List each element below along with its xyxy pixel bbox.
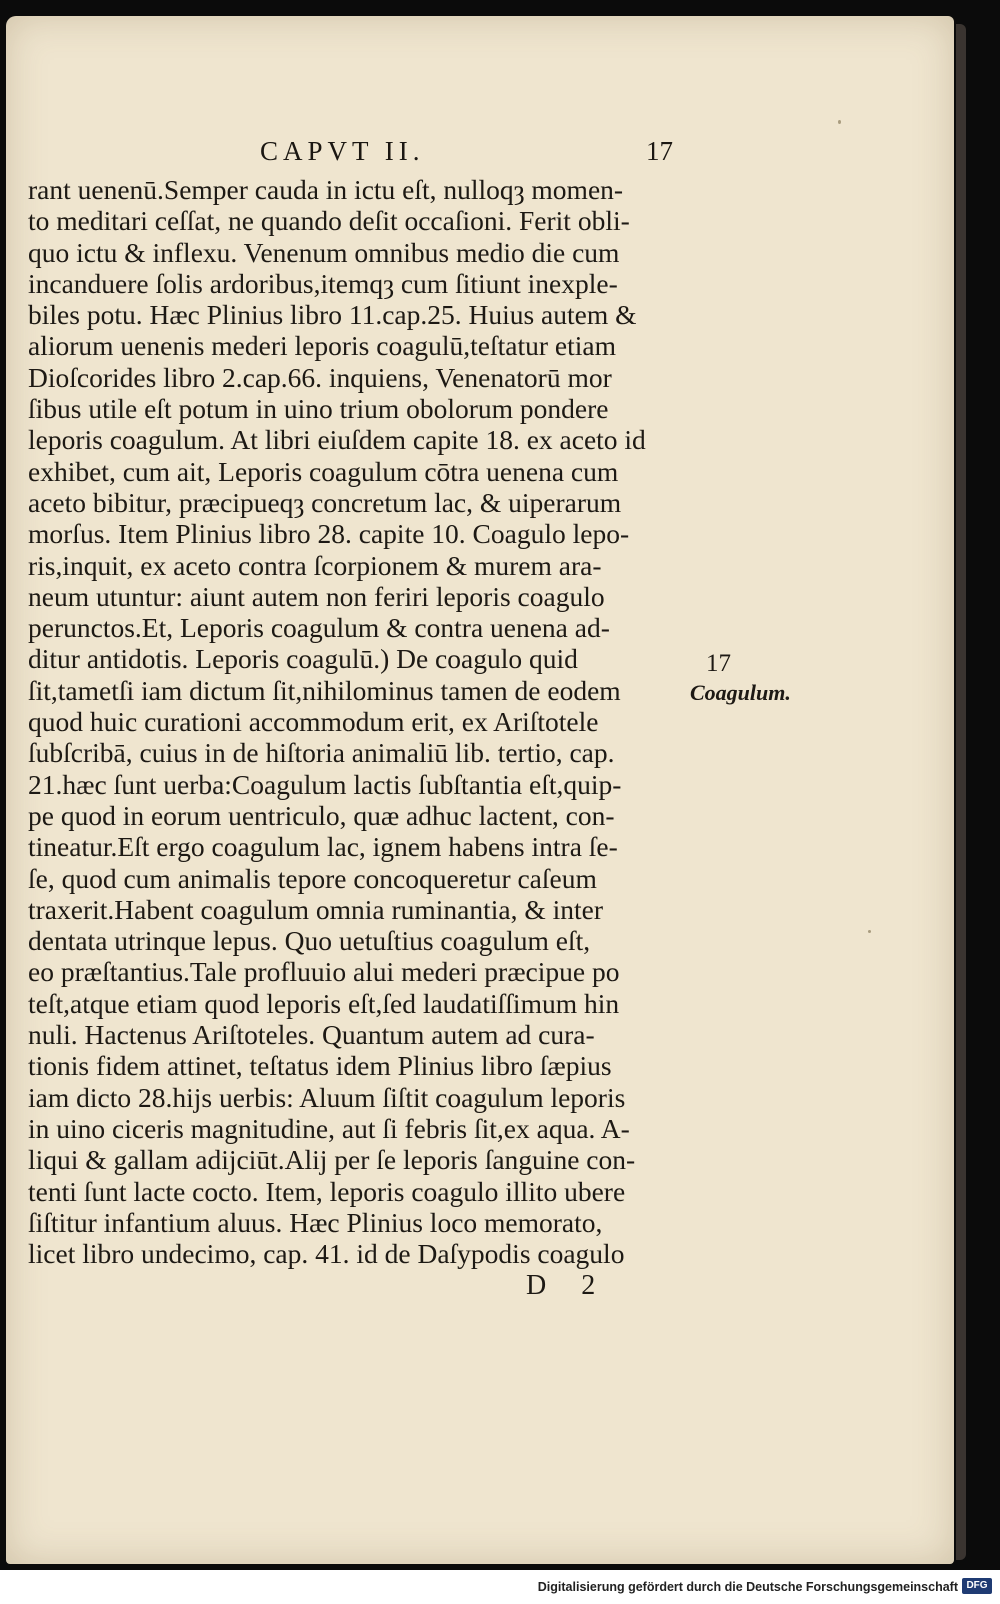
margin-note-keyword: Coagulum.: [690, 680, 791, 705]
text-line: rant uenenū.Semper cauda in ictu eſt, nulloqȝ momen-: [28, 174, 624, 205]
text-line: tenti ſunt lacte cocto. Item, leporis coagulo illito ubere: [28, 1175, 626, 1207]
text-line: nuli. Hactenus Ariſtoteles. Quantum autem ad cura-: [28, 1019, 595, 1051]
text-line: quod huic curationi accommodum erit, ex Ariſtotele: [28, 706, 599, 738]
signature-mark: D 2: [526, 1270, 610, 1301]
dfg-logo: DFG: [962, 1578, 992, 1594]
body-text: [28, 174, 688, 1269]
text-line: Dioſcorides libro 2.cap.66. inquiens, Venenatorū mor: [28, 361, 612, 393]
page-number: 17: [646, 136, 673, 166]
text-line: ſit,tametſi iam dictum ſit,nihilominus tamen de eodem: [28, 674, 621, 706]
text-line: ditur antidotis. Leporis coagulū.) De coagulo quid: [28, 643, 578, 675]
funding-credit: Digitalisierung gefördert durch die Deutsche Forschungsgemeinschaft: [537, 1580, 958, 1594]
text-line: liqui & gallam adijciūt.Alij per ſe leporis ſanguine con-: [28, 1144, 636, 1176]
paper-speck: [838, 120, 841, 124]
paper-speck: [868, 930, 871, 933]
text-line: morſus. Item Plinius libro 28. capite 10. Coagulo lepo-: [28, 518, 630, 550]
book-page: [6, 16, 954, 1564]
text-line: eo præſtantius.Tale profluuio alui mederi præcipue po: [28, 956, 620, 988]
page-edge: [956, 24, 966, 1560]
text-line: dentata utrinque lepus. Quo uetuſtius coagulum eſt,: [28, 925, 591, 957]
text-line: iam dicto 28.hijs uerbis: Aluum ſiſtit coagulum leporis: [28, 1081, 626, 1113]
text-line: pe quod in eorum uentriculo, quæ adhuc lactent, con-: [28, 799, 615, 831]
text-line: ſe, quod cum animalis tepore concoqueretur caſeum: [28, 862, 597, 894]
text-line: aceto bibitur, præcipueqȝ concretum lac, & uiperarum: [28, 486, 622, 518]
page-header: [6, 136, 954, 176]
margin-note-number: 17: [706, 650, 731, 677]
text-line: to meditari ceſſat, ne quando deſit occaſioni. Ferit obli-: [28, 205, 630, 237]
text-line: aliorum uenenis mederi leporis coagulū,teſtatur etiam: [28, 330, 617, 362]
text-line: ſibus utile eſt potum in uino trium obolorum pondere: [28, 393, 609, 425]
text-line: ſiſtitur infantium aluus. Hæc Plinius loco memorato,: [28, 1206, 603, 1238]
text-line: in uino ciceris magnitudine, aut ſi febris ſit,ex aqua. A-: [28, 1112, 630, 1144]
text-line: ſubſcribā, cuius in de hiſtoria animaliū lib. tertio, cap.: [28, 737, 615, 769]
text-line: tionis fidem attinet, teſtatus idem Plinius libro ſæpius: [28, 1050, 612, 1082]
text-line: licet libro undecimo, cap. 41. id de Daſypodis coagulo: [28, 1238, 625, 1270]
text-line: leporis coagulum. At libri eiuſdem capite 18. ex aceto id: [28, 424, 646, 456]
text-line: teſt,atque etiam quod leporis eſt,ſed laudatiſſimum hin: [28, 987, 620, 1019]
text-line: perunctos.Et, Leporis coagulum & contra uenena ad-: [28, 612, 610, 644]
text-line: tineatur.Eſt ergo coagulum lac, ignem habens intra ſe-: [28, 831, 618, 863]
text-line: incanduere ſolis ardoribus,itemqȝ cum ſitiunt inexple-: [28, 267, 618, 299]
text-line: exhibet, cum ait, Leporis coagulum cōtra uenena cum: [28, 455, 619, 487]
footer-bar: [0, 1572, 1000, 1604]
text-line: ris,inquit, ex aceto contra ſcorpionem & murem ara-: [28, 549, 602, 581]
text-line: neum utuntur: aiunt autem non feriri leporis coagulo: [28, 580, 605, 612]
text-line: biles potu. Hæc Plinius libro 11.cap.25. Huius autem &: [28, 299, 637, 331]
running-head: CAPVT II.: [260, 136, 425, 166]
text-line: 21.hæc ſunt uerba:Coagulum lactis ſubſtantia eſt,quip-: [28, 768, 622, 800]
text-line: quo ictu & inflexu. Venenum omnibus medio die cum: [28, 236, 620, 268]
text-line: traxerit.Habent coagulum omnia ruminantia, & inter: [28, 893, 604, 925]
